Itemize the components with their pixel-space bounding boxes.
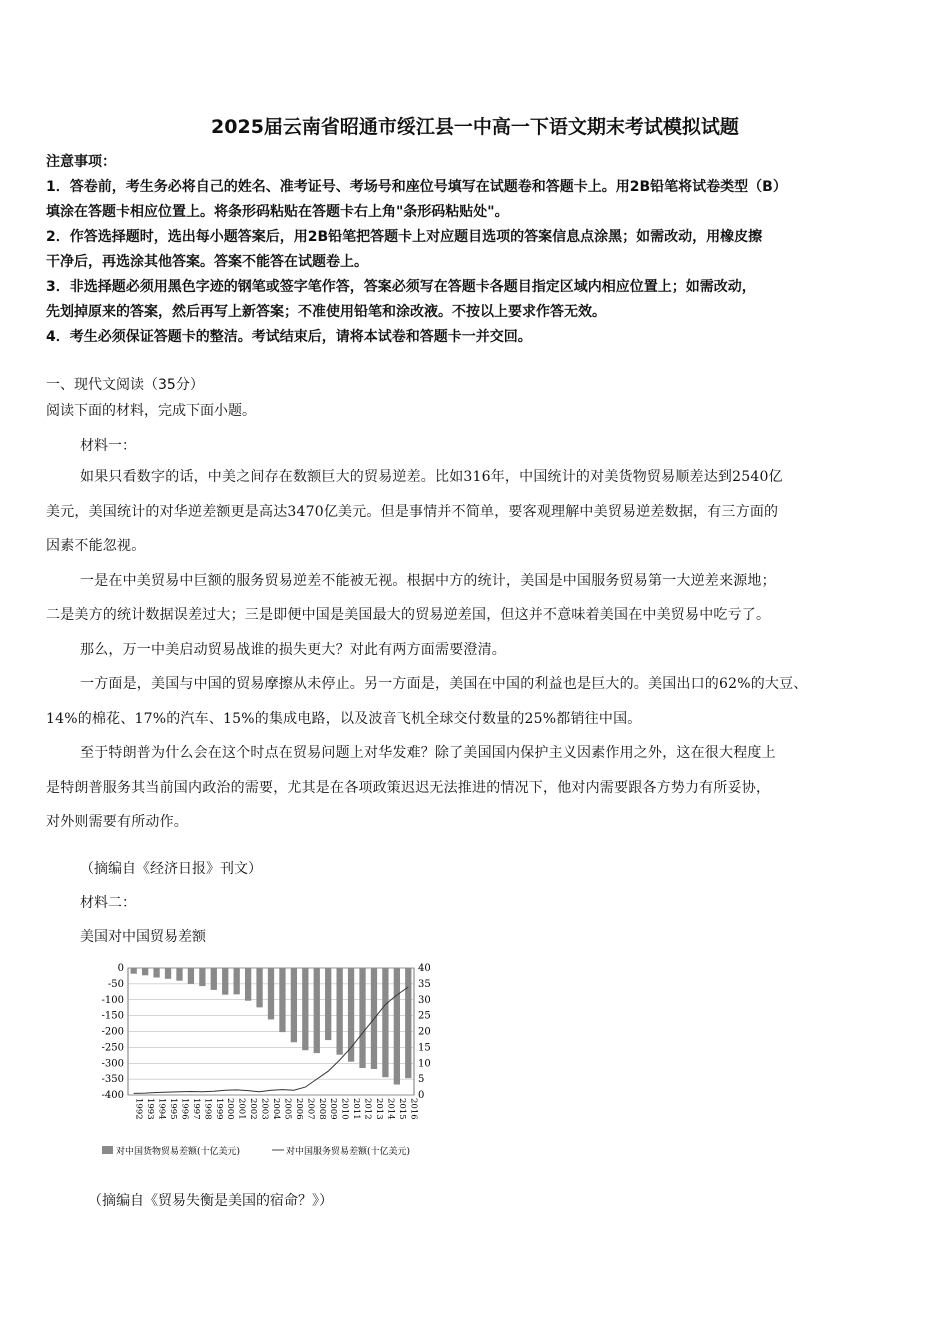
bar: [234, 968, 240, 994]
x-tick-label: 2006: [293, 1098, 304, 1120]
x-tick-label: 2016: [408, 1098, 419, 1120]
paragraph-line: 美元，美国统计的对华逆差额更是高达3470亿美元。但是事情并不简单，要客观理解中美贸易逆差数据，有三方面的: [46, 503, 779, 520]
bar: [131, 968, 137, 974]
left-tick-label: -200: [101, 1026, 124, 1038]
paragraph-line: 那么，万一中美启动贸易战谁的损失更大？对此有两方面需要澄清。: [80, 641, 506, 658]
left-tick-label: -300: [101, 1058, 124, 1070]
right-tick-label: 10: [418, 1058, 431, 1070]
bar: [394, 968, 400, 1085]
material2-source: （摘编自《贸易失衡是美国的宿命？》）: [88, 1193, 333, 1209]
x-tick-label: 2012: [362, 1098, 373, 1120]
material1-label: 材料一：: [80, 438, 136, 454]
bar: [405, 968, 411, 1078]
notice-line: 干净后，再选涂其他答案。答案不能答在试题卷上。: [46, 254, 368, 270]
bar: [153, 968, 159, 978]
bar: [188, 968, 194, 984]
material1-source: （摘编自《经济日报》刊文）: [80, 861, 262, 877]
x-tick-label: 1993: [145, 1098, 156, 1120]
notice-line: 4．考生必须保证答题卡的整洁。考试结束后，请将本试卷和答题卡一并交回。: [46, 329, 532, 345]
left-axis: [102, 963, 124, 1101]
x-axis: [134, 1098, 419, 1120]
left-tick-label: -150: [101, 1010, 124, 1022]
material2-label: 材料二：: [80, 895, 136, 911]
left-tick-label: -350: [101, 1074, 124, 1086]
chart-caption: 美国对中国贸易差额: [80, 929, 206, 945]
left-tick-label: -250: [101, 1042, 124, 1054]
notice-line: 3．非选择题必须用黑色字迹的钢笔或签字笔作答，答案必须写在答题卡各题目指定区域内相应位置上；如需改动，: [46, 279, 756, 295]
x-tick-label: 2013: [373, 1098, 384, 1120]
bar: [256, 968, 262, 1007]
bar: [302, 968, 308, 1050]
left-tick-label: -50: [107, 978, 124, 990]
x-tick-label: 2004: [271, 1098, 281, 1120]
paragraph-line: 一是在中美贸易中巨额的服务贸易逆差不能被无视。根据中方的统计，美国是中国服务贸易第一大逆差来源地；: [80, 572, 776, 589]
x-tick-label: 2010: [339, 1098, 350, 1120]
x-tick-label: 2005: [282, 1098, 293, 1120]
notice-line: 先划掉原来的答案，然后再写上新答案；不准使用铅笔和涂改液。不按以上要求作答无效。: [46, 304, 606, 320]
x-tick-label: 2008: [316, 1098, 327, 1120]
right-tick-label: 30: [418, 994, 431, 1006]
right-tick-label: 25: [418, 1010, 431, 1022]
x-tick-label: 1998: [202, 1098, 213, 1120]
notice-line: 填涂在答题卡相应位置上。将条形码粘贴在答题卡右上角"条形码粘贴处"。: [46, 204, 509, 220]
paragraph-line: 二是美方的统计数据误差过大；三是即便中国是美国最大的贸易逆差国，但这并不意味着美国在中美贸易中吃亏了。: [46, 607, 771, 623]
bar: [142, 968, 148, 975]
bar: [359, 968, 365, 1068]
x-tick-label: 1994: [156, 1098, 167, 1120]
bar: [314, 968, 320, 1053]
paragraph-line: 一方面是，美国与中国的贸易摩擦从未停止。另一方面是，美国在中国的利益也是巨大的。美国出口的62%的大豆、: [80, 676, 808, 692]
right-tick-label: 40: [418, 963, 431, 974]
bar: [176, 968, 182, 981]
right-tick-label: 15: [418, 1042, 431, 1054]
bar: [222, 968, 228, 995]
x-tick-label: 1995: [168, 1098, 179, 1120]
instruction: 阅读下面的材料，完成下面小题。: [46, 403, 256, 419]
x-tick-label: 2007: [305, 1098, 316, 1120]
x-tick-label: 1992: [133, 1098, 144, 1120]
notice-line: 2．作答选择题时，选出每小题答案后，用2B铅笔把答题卡上对应题目选项的答案信息点涂黑；如需改动，用橡皮擦: [46, 229, 763, 245]
paragraph-line: 14%的棉花、17%的汽车、15%的集成电路，以及波音飞机全球交付数量的25%都销往中国。: [46, 710, 642, 727]
trade-balance-chart: [96, 958, 446, 1160]
bar: [165, 968, 171, 979]
paragraph-line: 如果只看数字的话，中美之间存在数额巨大的贸易逆差。比如316年，中国统计的对美货物贸易顺差达到2540亿: [80, 469, 783, 485]
bar: [279, 968, 285, 1032]
bar-series: [131, 968, 412, 1085]
bar: [211, 968, 217, 990]
right-tick-label: 20: [418, 1026, 431, 1038]
x-tick-label: 2011: [351, 1098, 362, 1120]
paragraph-line: 至于特朗普为什么会在这个时点在贸易问题上对华发难？除了美国国内保护主义因素作用之外，这在很大程度上: [80, 745, 776, 761]
bar: [325, 968, 331, 1040]
right-axis: [418, 963, 431, 1101]
x-tick-label: 2003: [259, 1098, 270, 1120]
paragraph-line: 对外则需要有所动作。: [46, 814, 188, 830]
x-tick-label: 2015: [396, 1098, 407, 1120]
notice-line: 1．答卷前，考生务必将自己的姓名、准考证号、考场号和座位号填写在试题卷和答题卡上。用2B铅笔将试卷类型（B）: [46, 179, 787, 195]
notice-block: [46, 150, 916, 350]
left-tick-label: 0: [117, 963, 124, 974]
right-tick-label: 35: [418, 978, 431, 990]
paragraph-line: 是特朗普服务其当前国内政治的需要，尤其是在各项政策迟迟无法推进的情况下，他对内需要跟各方势力有所妥协，: [46, 779, 771, 796]
left-tick-label: -100: [101, 994, 124, 1006]
bar: [268, 968, 274, 1019]
x-tick-label: 2009: [328, 1098, 339, 1120]
x-tick-label: 2001: [236, 1098, 247, 1120]
section-heading: 一、现代文阅读（35分）: [46, 377, 204, 393]
legend-bar-swatch: [102, 1146, 113, 1154]
legend-line-label: 对中国服务贸易差额(十亿美元): [286, 1147, 411, 1157]
x-tick-label: 2002: [248, 1098, 259, 1120]
x-tick-label: 2014: [385, 1098, 396, 1120]
left-tick-label: -400: [101, 1090, 124, 1101]
x-tick-label: 2000: [225, 1098, 236, 1120]
bar: [245, 968, 251, 1001]
bar: [291, 968, 297, 1042]
chart-legend: [102, 1145, 410, 1157]
x-tick-label: 1996: [179, 1098, 190, 1120]
x-tick-label: 1999: [213, 1098, 224, 1120]
x-tick-label: 1997: [190, 1098, 201, 1120]
legend-bar-label: 对中国货物贸易差额(十亿美元): [116, 1147, 241, 1157]
right-tick-label: 5: [418, 1074, 425, 1086]
page-title: 2025届云南省昭通市绥江县一中高一下语文期末考试模拟试题: [211, 116, 739, 138]
paragraph-line: 因素不能忽视。: [46, 538, 146, 554]
material1-body: [46, 460, 916, 840]
right-tick-label: 0: [418, 1090, 425, 1101]
bar: [336, 968, 342, 1055]
notice-heading: 注意事项：: [46, 154, 116, 170]
bar: [382, 968, 388, 1077]
bar: [199, 968, 205, 986]
